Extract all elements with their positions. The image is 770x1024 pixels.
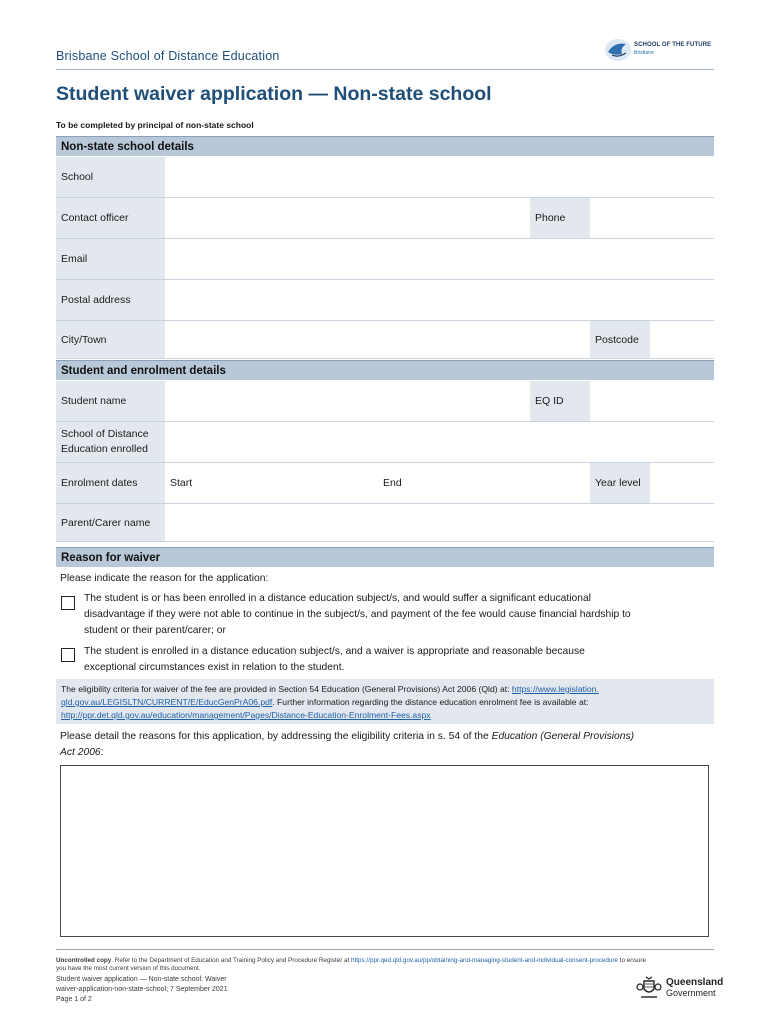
document-info (56, 975, 228, 1005)
student-name-field[interactable] (165, 381, 530, 421)
policy-register-link[interactable]: https://ppr.qed.qld.gov.au/pp/obtaining-and-managing-student-and-individual-consent-procedure (351, 957, 619, 964)
option1-checkbox[interactable] (61, 596, 75, 610)
section-heading-student-details: Student and enrolment details (56, 360, 714, 380)
section-heading-reason: Reason for waiver (56, 547, 714, 567)
option1-text (84, 591, 631, 639)
school-enrolled-label-line1: School of Distance (61, 428, 149, 440)
legislation-link-a[interactable]: https://www.legislation. (511, 684, 599, 694)
city-town-label: City/Town (56, 321, 165, 358)
org-name: Brisbane School of Distance Education (56, 49, 280, 63)
qld-sub: Government (666, 988, 716, 998)
note-text1: The eligibility criteria for waiver of the fee are provided in Section 54 Education (General Provisions) Act 2006 (Qld) at: (61, 684, 512, 694)
school-label: School (56, 157, 165, 197)
page-subtitle: To be completed by principal of non-state school (56, 120, 254, 130)
option2-line1: The student is enrolled in a distance education subject/s, and a waiver is appropriate and reasonable because (84, 646, 585, 657)
enrolment-dates-label: Enrolment dates (56, 463, 165, 503)
phone-field[interactable] (590, 198, 714, 238)
postcode-label: Postcode (590, 321, 650, 358)
indicate-text: Please indicate the reason for the application: (60, 573, 269, 584)
contact-officer-label: Contact officer (56, 198, 165, 238)
postal-address-field[interactable] (165, 280, 714, 320)
section-heading-school-details: Non-state school details (56, 136, 714, 156)
contact-row (56, 198, 714, 239)
note-text2: . Further information regarding the distance education enrolment fee is available at: (272, 697, 589, 707)
detail-italic1: Education (General Provisions) (491, 731, 635, 742)
end-date-field[interactable] (416, 463, 586, 503)
start-date-field[interactable] (206, 463, 376, 503)
legislation-link-b[interactable]: qld.gov.au/LEGISLTN/CURRENT/E/EducGenPrA06.pdf (61, 697, 273, 707)
email-row (56, 239, 714, 280)
detail-colon: : (100, 747, 104, 758)
eq-id-label: EQ ID (530, 381, 590, 421)
doc-line2: waiver-application-non-state-school; 7 September 2021 (56, 986, 228, 993)
school-of-the-future-logo (604, 36, 714, 64)
qld-name: Queensland (666, 977, 724, 988)
school-enrolled-field[interactable] (165, 422, 714, 462)
school-enrolled-label (56, 422, 165, 462)
queensland-government-logo (636, 975, 724, 1001)
detail-italic2: Act 2006 (60, 747, 101, 758)
start-label: Start (170, 477, 193, 489)
email-field[interactable] (165, 239, 714, 279)
postcode-field[interactable] (650, 321, 714, 358)
year-level-field[interactable] (650, 463, 714, 503)
globe-icon (604, 36, 632, 64)
page-number: Page 1 of 2 (56, 996, 92, 1003)
logo-subtitle: Brisbane (634, 50, 654, 56)
option1-line2: disadvantage if they were not able to continue in the subject/s, and payment of the fee would cause financial hardship to (84, 609, 631, 620)
option2-line2: exceptional circumstances exist in relation to the student. (84, 662, 345, 673)
option1-line3: student or their parent/carer; or (84, 625, 226, 636)
page-header (56, 36, 714, 70)
parent-row (56, 504, 714, 542)
phone-label: Phone (530, 198, 590, 238)
enrolment-dates-row (56, 463, 714, 504)
option2-checkbox[interactable] (61, 648, 75, 662)
enrolment-fees-link[interactable]: http://ppr.det.qld.gov.au/education/management/Pages/Distance-Education-Enrolment-Fees.aspx (61, 710, 431, 720)
uncontrolled-copy-note (56, 957, 716, 973)
postal-row (56, 280, 714, 321)
coat-of-arms-icon (636, 975, 662, 1001)
uncontrolled-text: . Refer to the Department of Education and Training Policy and Procedure Register at (111, 957, 352, 964)
doc-line1: Student waiver application — Non-state school: Waiver (56, 976, 227, 983)
parent-carer-label: Parent/Carer name (56, 504, 165, 541)
page-title: Student waiver application — Non-state school (56, 83, 492, 105)
city-row (56, 321, 714, 359)
detail-text (60, 729, 712, 761)
eligibility-note (56, 679, 714, 724)
end-label: End (383, 477, 402, 489)
parent-carer-field[interactable] (165, 504, 714, 541)
student-name-label: Student name (56, 381, 165, 421)
school-enrolled-row (56, 422, 714, 463)
contact-officer-field[interactable] (165, 198, 530, 238)
uncontrolled-bold: Uncontrolled copy (56, 957, 112, 964)
student-row (56, 381, 714, 422)
option1-line1: The student is or has been enrolled in a distance education subject/s, and would suffer a significant educational (84, 593, 591, 604)
footer-divider (56, 949, 714, 950)
school-field[interactable] (165, 157, 714, 197)
city-town-field[interactable] (165, 321, 590, 358)
email-label: Email (56, 239, 165, 279)
uncontrolled-line2: you have the most current version of this document. (56, 965, 201, 972)
logo-title: SCHOOL OF THE FUTURE (634, 42, 712, 48)
reasons-textarea[interactable] (60, 765, 709, 937)
school-row (56, 157, 714, 198)
school-enrolled-label-line2: Education enrolled (61, 443, 148, 455)
postal-address-label: Postal address (56, 280, 165, 320)
year-level-label: Year level (590, 463, 650, 503)
uncontrolled-tail: to ensure (618, 957, 647, 964)
option2-text (84, 644, 585, 676)
eq-id-field[interactable] (590, 381, 714, 421)
detail-text-main: Please detail the reasons for this application, by addressing the eligibility criteria in s. 54 of the (60, 731, 492, 742)
